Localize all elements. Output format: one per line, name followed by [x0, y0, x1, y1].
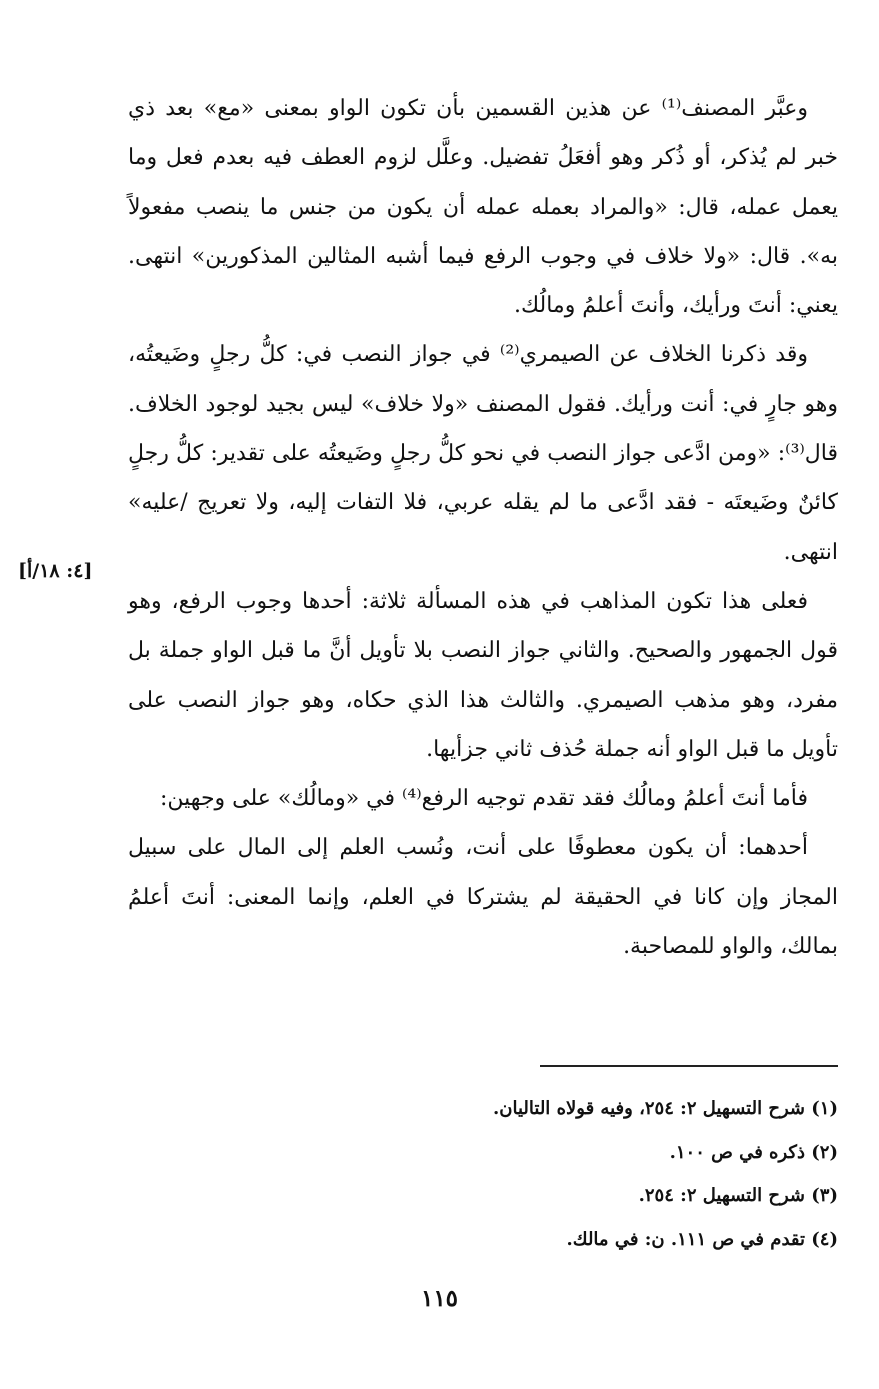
main-text [128, 84, 838, 971]
paragraph: فأما أنتَ أعلمُ ومالُك فقد تقدم توجيه الرفع⁽⁴⁾ في «ومالُك» على وجهين: [160, 786, 808, 812]
footnotes [200, 1087, 838, 1261]
manuscript-page-reference: [٤: ١٨/أ] [18, 560, 93, 582]
paragraph: وقد ذكرنا الخلاف عن الصيمري⁽²⁾ في جواز النصب في: كلُّ رجلٍ وضَيعتُه، وهو جارٍ في: أنت ورأيك. فقول المصنف «ولا خلاف» ليس بجيد لوجود الخلاف. قال⁽³⁾: «ومن ادَّعى جواز النصب في نحو كلُّ رجلٍ وضَيعتُه على تقدير: كلُّ رجلٍ كائنٌ وضَيعتَه - فقد ادَّعى ما لم يقله عربي، فلا التفات إليه، ولا تعريج /عليه» انتهى. [128, 342, 838, 565]
footnote: (٢) ذكره في ص ١٠٠. [669, 1141, 838, 1163]
page-number: ١١٥ [420, 1285, 459, 1312]
footnote: (٣) شرح التسهيل ٢: ٢٥٤. [638, 1185, 838, 1206]
paragraph: أحدهما: أن يكون معطوفًا على أنت، ونُسب العلم إلى المال على سبيل المجاز وإن كانا في الحقيقة لم يشتركا في العلم، وإنما المعنى: أنتَ أعلمُ بمالك، والواو للمصاحبة. [128, 835, 838, 960]
paragraph: وعبَّر المصنف⁽¹⁾ عن هذين القسمين بأن تكون الواو بمعنى «مع» بعد ذي خبر لم يُذكر، أو ذُكر وهو أفعَلُ تفضيل. وعلَّل لزوم العطف فيه بعدم فعل وما يعمل عمله، قال: «والمراد بعمله عمله أن يكون من جنس ما ينصب مفعولاً به». قال: «ولا خلاف في وجوب الرفع فيما أشبه المثالين المذكورين» انتهى. يعني: أنتَ ورأيك، وأنتَ أعلمُ ومالُك. [128, 96, 838, 319]
paragraph: فعلى هذا تكون المذاهب في هذه المسألة ثلاثة: أحدها وجوب الرفع، وهو قول الجمهور والصحيح. والثاني جواز النصب بلا تأويل أنَّ ما قبل الواو جملة بل مفرد، وهو مذهب الصيمري. والثالث هذا الذي حكاه، وهو جواز النصب على تأويل ما قبل الواو أنه جملة حُذف ثاني جزأيها. [128, 588, 838, 762]
footnote: (٤) تقدم في ص ١١١. ن: في مالك. [566, 1228, 838, 1250]
footnote-separator [540, 1065, 838, 1067]
footnote: (١) شرح التسهيل ٢: ٢٥٤، وفيه قولاه التاليان. [493, 1098, 838, 1119]
